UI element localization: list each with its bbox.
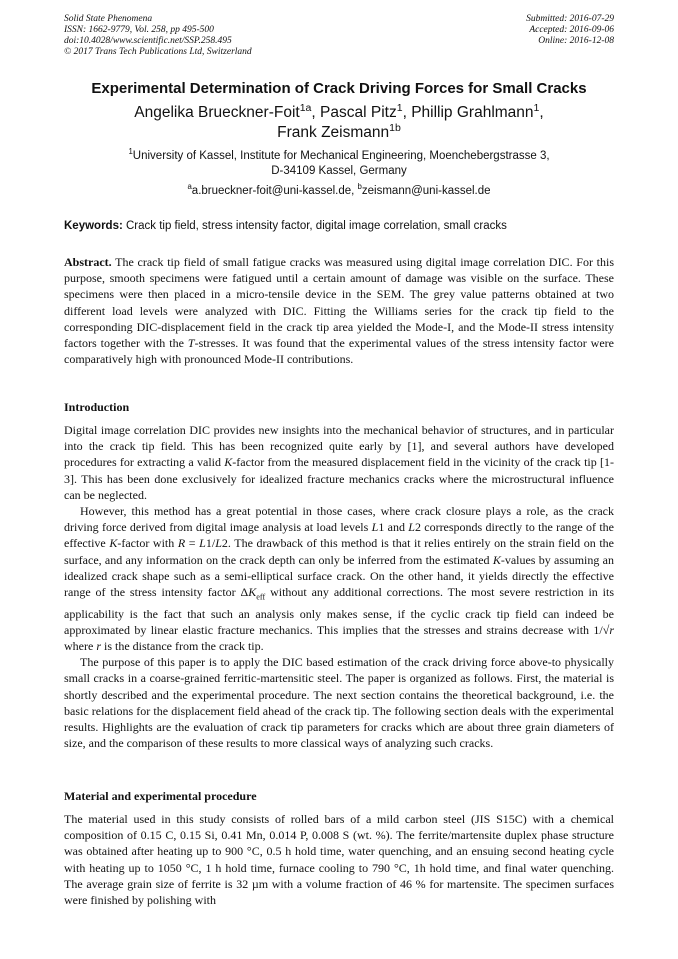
doi[interactable]: doi:10.4028/www.scientific.net/SSP.258.495 [64, 36, 232, 46]
author-sup: 1 [396, 101, 403, 114]
affiliation-sup: 1 [128, 147, 133, 157]
author-list [40, 103, 638, 143]
author-sup: 1a [299, 101, 312, 114]
separator: , [351, 185, 358, 197]
author-name: Phillip Grahlmann [411, 104, 534, 121]
journal-name: Solid State Phenomena [64, 14, 153, 24]
keywords-label: Keywords: [64, 220, 123, 232]
keywords-text: Crack tip field, stress intensity factor, digital image correlation, small cracks [122, 220, 507, 232]
section-heading-material: Material and experimental procedure [64, 789, 257, 803]
submitted-date: Submitted: 2016-07-29 [526, 14, 614, 24]
separator: , [402, 104, 412, 121]
email-sup: b [357, 182, 362, 192]
affiliation-line-1: University of Kassel, Institute for Mechanical Engineering, Moenchebergstrasse 3, [132, 150, 550, 162]
author-sup: 1 [533, 101, 540, 114]
abstract-text: -stresses. It was found that the experimental values of the stress intensity factor were comparatively high with pronounced Mode-II contributions. [64, 336, 614, 367]
abstract-label: Abstract. [64, 255, 112, 269]
abstract-italic: T [187, 336, 195, 351]
dates-header [526, 14, 614, 47]
separator: , [311, 104, 321, 121]
online-date: Online: 2016-12-08 [538, 36, 614, 46]
author-name: Angelika Brueckner-Foit [134, 104, 300, 121]
author-name: Pascal Pitz [320, 104, 397, 121]
accepted-date: Accepted: 2016-09-06 [529, 25, 614, 35]
email-list [60, 184, 618, 199]
separator: , [539, 104, 544, 121]
paragraph: Digital image correlation DIC provides new insights into the mechanical behavior of structures, and in particular into the crack tip field. This has been recognized quite early by [1], and several authors have developed procedures for extracting a valid K-factor from the measured displacement field in the vicinity of the crack tip [1-3]. This has been done exclusively for idealized fracture mechanics cracks where the microstructural influence can be neglected. [64, 423, 614, 502]
author-sup: 1b [389, 121, 401, 134]
paper-title: Experimental Determination of Crack Driving Forces for Small Cracks [91, 80, 587, 97]
paragraph: The material used in this study consists of rolled bars of a mild carbon steel (JIS S15C) with a chemical composition of 0.15 C, 0.15 Si, 0.41 Mn, 0.014 P, 0.008 S (wt. %). The ferrite/martensite duplex phase structure was obtained after heating up to 900 °C, 0.5 h hold time, water quenching, and an ensuing second heating cycle with heating up to 1050 °C, 1 h hold time, furnace cooling to 790 °C, 1h hold time, and final water quenching. The average grain size of ferrite is 32 µm with a volume fraction of 46 % for martensite. The specimen surfaces were finished by polishing with [64, 812, 614, 908]
email-link[interactable]: a.brueckner-foit@uni-kassel.de [191, 185, 352, 197]
affiliation-line-2: D-34109 Kassel, Germany [271, 165, 407, 177]
affiliation [60, 149, 618, 179]
introduction-body [64, 422, 614, 751]
paragraph: However, this method has a great potential in those cases, where crack closure plays a role, as the crack driving force derived from digital image analysis at load levels L1 and L2 corresponds directly to the range of the effective K-factor with R = L1/L2. The drawback of this method is that it relies entirely on the strain field on the surface, and any information on the crack depth can only be inferred from the estimated K-values by assuming an idealized crack shape such as a semi-elliptical surface crack. On the other hand, it yields directly the effective range of the stress intensity factor $\Delta K_{eff}$ without any additional corrections. The most severe restriction in its applicability is the fact that such an analysis only makes sense, if the cyclic crack tip field can indeed be approximated by linear elastic fracture mechanics. This implies that the stresses and strains decrease with 1/√r where r is the distance from the crack tip. [64, 504, 615, 654]
issn: ISSN: 1662-9779, Vol. 258, pp 495-500 [64, 25, 214, 35]
material-body [64, 811, 614, 908]
section-heading-introduction: Introduction [64, 400, 130, 414]
keywords [64, 219, 614, 234]
paragraph: The purpose of this paper is to apply the DIC based estimation of the crack driving force above-to physically small cracks in a coarse-grained ferritic-martensitic steel. The paper is organized as follows. First, the material is shortly described and the experimental procedure. The next section contains the theoretical background, i.e. the basic relations for the displacement field ahead of the crack tip. The following section deals with the experimental results. Highlights are the evaluation of crack tip parameters for cracks which are about three grain diameters of size, and the comparison of these results to more classical ways of analyzing such cracks. [64, 655, 614, 751]
abstract-text: The crack tip field of small fatigue cracks was measured using digital image correlation DIC. For this purpose, smooth specimens were fatigued until a certain amount of damage was visible on the surface. These specimens were then placed in a micro-tensile device in the SEM. The grey value patterns obtained at two different load levels were analyzed with DIC. Fitting the Williams series for the crack tip field to the corresponding DIC-displacement field in the crack tip area yielded the Mode-I, and the Mode-II stress intensity factors together with the [64, 255, 614, 351]
author-name: Frank Zeismann [277, 124, 390, 141]
email-link[interactable]: zeismann@uni-kassel.de [361, 185, 491, 197]
copyright: © 2017 Trans Tech Publications Ltd, Switzerland [64, 47, 252, 57]
email-sup: a [187, 182, 192, 192]
journal-header [64, 14, 252, 58]
abstract [64, 254, 614, 367]
